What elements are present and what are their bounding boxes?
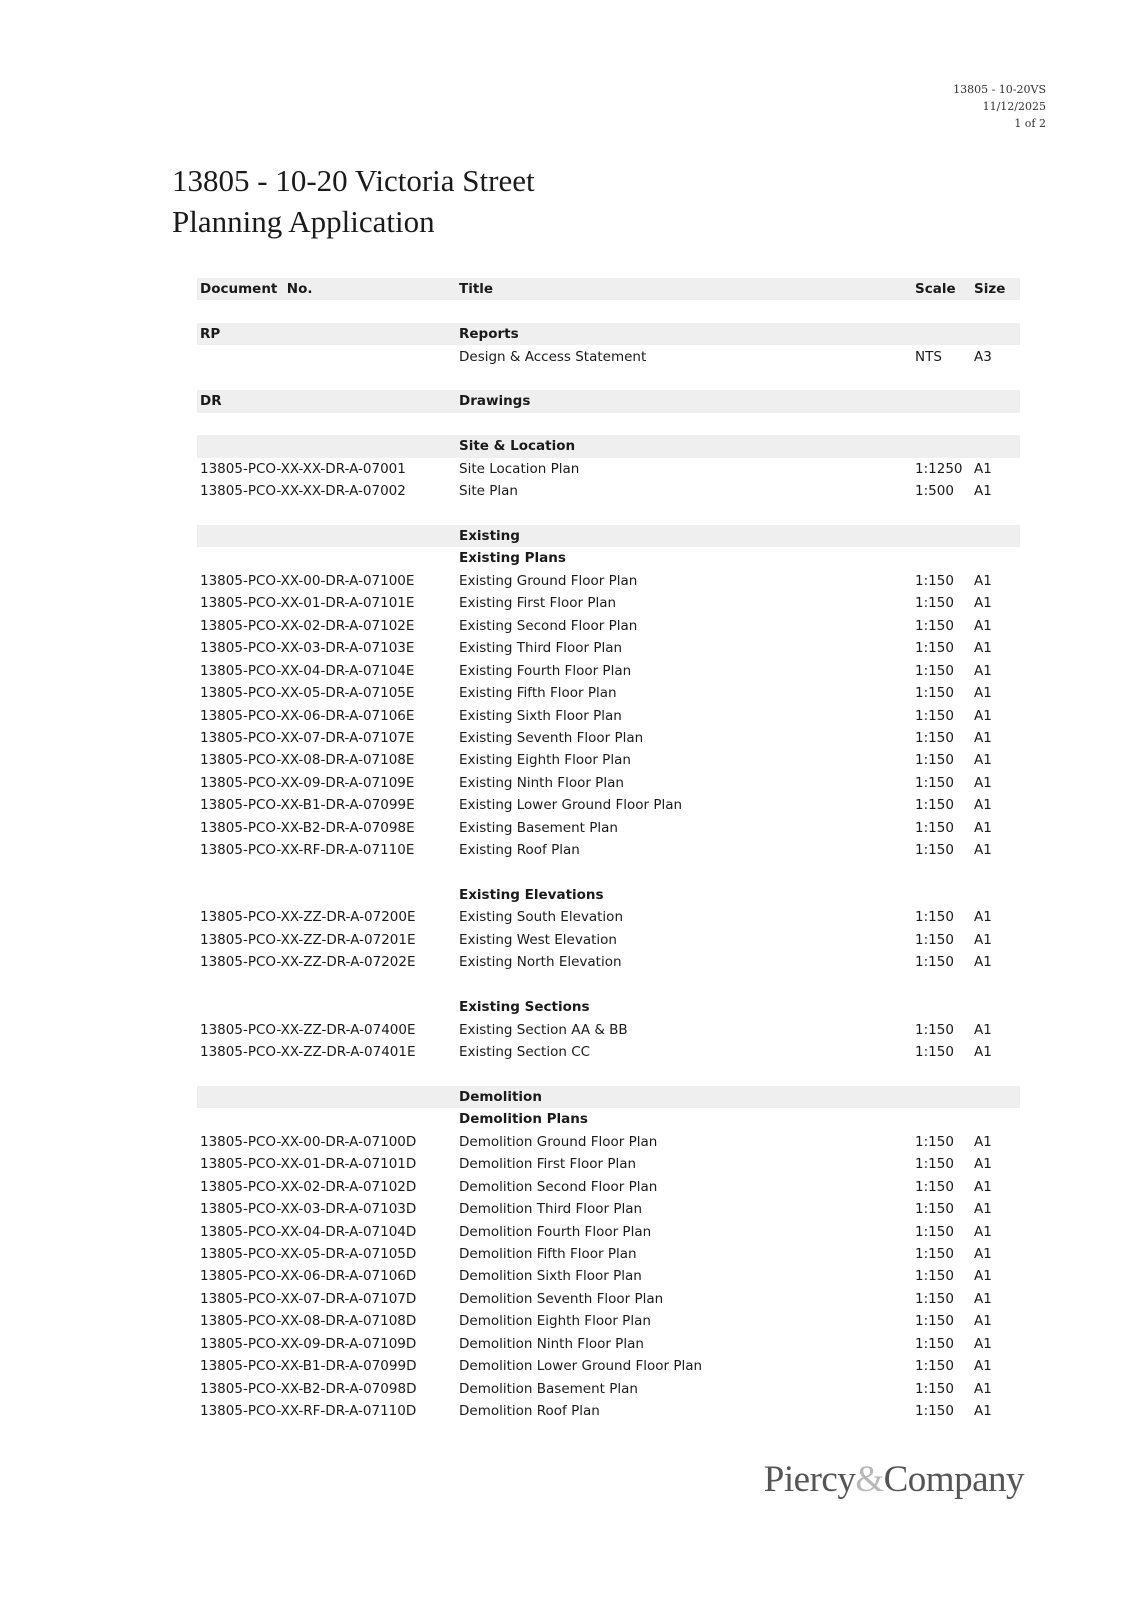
title-cell: Demolition Fourth Floor Plan (459, 1223, 652, 1240)
table-row (197, 1355, 1020, 1377)
title-cell: Demolition First Floor Plan (459, 1156, 637, 1173)
document-number-cell: 13805-PCO-XX-01-DR-A-07101D (200, 1156, 417, 1173)
document-number-cell: 13805-PCO-XX-04-DR-A-07104E (200, 662, 415, 679)
table-row (197, 1265, 1020, 1287)
document-number-cell: 13805-PCO-XX-ZZ-DR-A-07200E (200, 909, 416, 926)
scale-cell: NTS (915, 348, 942, 365)
scale-cell: 1:150 (915, 662, 954, 679)
title-cell: Demolition Roof Plan (459, 1403, 600, 1420)
scale-cell: 1:150 (915, 797, 954, 814)
title-cell: Existing Plans (459, 550, 566, 567)
scale-cell: 1:150 (915, 1223, 954, 1240)
scale-cell: 1:150 (915, 1268, 954, 1285)
document-number-cell: 13805-PCO-XX-05-DR-A-07105E (200, 685, 415, 702)
column-header-title: Title (459, 281, 494, 298)
document-number-cell: 13805-PCO-XX-RF-DR-A-07110D (200, 1403, 417, 1420)
size-cell: A1 (974, 617, 992, 634)
table-row (197, 1153, 1020, 1175)
title-cell: Existing Seventh Floor Plan (459, 729, 644, 746)
document-meta (953, 81, 1046, 132)
size-cell: A1 (974, 752, 992, 769)
size-cell: A1 (974, 1403, 992, 1420)
size-cell: A1 (974, 662, 992, 679)
title-cell: Demolition Sixth Floor Plan (459, 1268, 642, 1285)
size-cell: A1 (974, 1021, 992, 1038)
scale-cell: 1:150 (915, 640, 954, 657)
table-row (197, 727, 1020, 749)
size-cell: A1 (974, 460, 992, 477)
title-cell: Demolition Ground Floor Plan (459, 1133, 658, 1150)
document-number-cell: 13805-PCO-XX-ZZ-DR-A-07201E (200, 931, 416, 948)
document-number-cell: 13805-PCO-XX-02-DR-A-07102D (200, 1178, 417, 1195)
sub-heading-row (197, 996, 1020, 1018)
scale-cell: 1:150 (915, 1403, 954, 1420)
document-number-cell: 13805-PCO-XX-XX-DR-A-07002 (200, 483, 406, 500)
title-cell: Demolition Basement Plan (459, 1380, 638, 1397)
size-cell: A1 (974, 1358, 992, 1375)
table-row (197, 906, 1020, 928)
title-cell: Demolition Third Floor Plan (459, 1201, 643, 1218)
title-cell: Drawings (459, 393, 531, 410)
size-cell: A1 (974, 1044, 992, 1061)
size-cell: A1 (974, 595, 992, 612)
size-cell: A1 (974, 954, 992, 971)
document-number-cell: 13805-PCO-XX-00-DR-A-07100D (200, 1133, 417, 1150)
document-number-cell: 13805-PCO-XX-05-DR-A-07105D (200, 1246, 417, 1263)
scale-cell: 1:150 (915, 752, 954, 769)
size-cell: A1 (974, 685, 992, 702)
table-row (197, 817, 1020, 839)
scale-cell: 1:150 (915, 707, 954, 724)
table-row (197, 615, 1020, 637)
table-row (197, 682, 1020, 704)
column-header-scale: Scale (915, 281, 956, 298)
size-cell: A1 (974, 909, 992, 926)
scale-cell: 1:150 (915, 931, 954, 948)
title-cell: Site Location Plan (459, 460, 580, 477)
scale-cell: 1:150 (915, 729, 954, 746)
column-header-size: Size (974, 281, 1006, 298)
document-number-cell: 13805-PCO-XX-07-DR-A-07107D (200, 1290, 417, 1307)
table-row (197, 1333, 1020, 1355)
size-cell: A1 (974, 1133, 992, 1150)
document-number-cell: 13805-PCO-XX-06-DR-A-07106D (200, 1268, 417, 1285)
table-row (197, 951, 1020, 973)
document-number-cell: 13805-PCO-XX-B1-DR-A-07099E (200, 797, 415, 814)
document-number-cell: 13805-PCO-XX-B2-DR-A-07098D (200, 1380, 417, 1397)
project-ref: 13805 - 10-20VS (953, 83, 1046, 96)
size-cell: A1 (974, 572, 992, 589)
title-cell: Existing Basement Plan (459, 819, 618, 836)
project-title: 13805 - 10-20 Victoria Street (172, 163, 535, 198)
scale-cell: 1:150 (915, 1156, 954, 1173)
logo-text-piercy: Piercy (763, 1459, 856, 1500)
size-cell: A1 (974, 483, 992, 500)
title-cell: Existing Section AA & BB (459, 1021, 628, 1038)
scale-cell: 1:150 (915, 685, 954, 702)
group-heading-row (197, 1086, 1020, 1108)
document-number-cell: 13805-PCO-XX-B2-DR-A-07098E (200, 819, 415, 836)
sub-heading-row (197, 884, 1020, 906)
document-number-cell: 13805-PCO-XX-08-DR-A-07108E (200, 752, 415, 769)
column-header-document-no: Document No. (200, 281, 313, 298)
sub-heading-row (197, 1108, 1020, 1130)
title-cell: Existing West Elevation (459, 931, 617, 948)
scale-cell: 1:150 (915, 1246, 954, 1263)
scale-cell: 1:150 (915, 954, 954, 971)
table-row (197, 1400, 1020, 1422)
title-cell: Reports (459, 326, 519, 343)
table-row (197, 1198, 1020, 1220)
title-cell: Existing (459, 528, 520, 545)
table-row (197, 929, 1020, 951)
title-cell: Existing Roof Plan (459, 842, 580, 859)
document-number-cell: 13805-PCO-XX-ZZ-DR-A-07401E (200, 1044, 416, 1061)
table-row (197, 749, 1020, 771)
group-heading-row (197, 435, 1020, 457)
document-number-cell: 13805-PCO-XX-09-DR-A-07109D (200, 1335, 417, 1352)
size-cell: A1 (974, 1335, 992, 1352)
page-title (172, 160, 535, 242)
table-row (197, 1288, 1020, 1310)
title-cell: Demolition Eighth Floor Plan (459, 1313, 651, 1330)
page-number: 1 of 2 (1014, 117, 1046, 130)
size-cell: A1 (974, 1156, 992, 1173)
size-cell: A1 (974, 1178, 992, 1195)
scale-cell: 1:150 (915, 1358, 954, 1375)
column-header-row (197, 278, 1020, 300)
title-cell: Existing Fifth Floor Plan (459, 685, 617, 702)
scale-cell: 1:1250 (915, 460, 963, 477)
table-row (197, 480, 1020, 502)
document-number-cell: 13805-PCO-XX-03-DR-A-07103E (200, 640, 415, 657)
size-cell: A1 (974, 819, 992, 836)
document-number-cell: 13805-PCO-XX-08-DR-A-07108D (200, 1313, 417, 1330)
document-number-cell: 13805-PCO-XX-B1-DR-A-07099D (200, 1358, 417, 1375)
logo-text-company: Company (883, 1459, 1024, 1500)
table-row (197, 1243, 1020, 1265)
document-number-cell: 13805-PCO-XX-02-DR-A-07102E (200, 617, 415, 634)
scale-cell: 1:150 (915, 1133, 954, 1150)
scale-cell: 1:150 (915, 1044, 954, 1061)
scale-cell: 1:150 (915, 617, 954, 634)
title-cell: Existing Sections (459, 999, 590, 1016)
title-cell: Existing Elevations (459, 887, 604, 904)
title-cell: Existing Ninth Floor Plan (459, 774, 624, 791)
document-number-cell: 13805-PCO-XX-RF-DR-A-07110E (200, 842, 415, 859)
table-row (197, 458, 1020, 480)
title-cell: Demolition Seventh Floor Plan (459, 1290, 664, 1307)
document-number-cell: 13805-PCO-XX-03-DR-A-07103D (200, 1201, 417, 1218)
scale-cell: 1:150 (915, 1380, 954, 1397)
spacer-row (197, 1063, 1020, 1085)
scale-cell: 1:150 (915, 1290, 954, 1307)
title-cell: Existing First Floor Plan (459, 595, 617, 612)
title-cell: Design & Access Statement (459, 348, 647, 365)
size-cell: A1 (974, 842, 992, 859)
size-cell: A1 (974, 1268, 992, 1285)
section-heading-row (197, 323, 1020, 345)
sub-heading-row (197, 547, 1020, 569)
group-heading-row (197, 525, 1020, 547)
document-number-cell: 13805-PCO-XX-ZZ-DR-A-07202E (200, 954, 416, 971)
size-cell: A1 (974, 774, 992, 791)
drawing-register (197, 278, 1020, 1422)
section-heading-row (197, 390, 1020, 412)
size-cell: A1 (974, 1290, 992, 1307)
title-cell: Existing Third Floor Plan (459, 640, 623, 657)
table-row (197, 1041, 1020, 1063)
issue-date: 11/12/2025 (982, 100, 1046, 113)
scale-cell: 1:150 (915, 909, 954, 926)
document-number-cell: DR (200, 393, 222, 410)
scale-cell: 1:150 (915, 595, 954, 612)
company-logo (764, 1458, 1024, 1501)
spacer-row (197, 502, 1020, 524)
spacer-row (197, 300, 1020, 322)
title-cell: Existing Section CC (459, 1044, 591, 1061)
size-cell: A1 (974, 640, 992, 657)
document-number-cell: 13805-PCO-XX-00-DR-A-07100E (200, 572, 415, 589)
title-cell: Existing Ground Floor Plan (459, 572, 638, 589)
size-cell: A1 (974, 1201, 992, 1218)
table-row (197, 772, 1020, 794)
title-cell: Existing Lower Ground Floor Plan (459, 797, 683, 814)
logo-ampersand: & (855, 1459, 884, 1500)
scale-cell: 1:150 (915, 1335, 954, 1352)
title-cell: Existing Eighth Floor Plan (459, 752, 631, 769)
application-title: Planning Application (172, 204, 435, 239)
scale-cell: 1:150 (915, 842, 954, 859)
document-number-cell: 13805-PCO-XX-01-DR-A-07101E (200, 595, 415, 612)
title-cell: Demolition Plans (459, 1111, 588, 1128)
document-number-cell: 13805-PCO-XX-04-DR-A-07104D (200, 1223, 417, 1240)
table-row (197, 592, 1020, 614)
size-cell: A1 (974, 797, 992, 814)
document-number-cell: 13805-PCO-XX-09-DR-A-07109E (200, 774, 415, 791)
table-row (197, 1310, 1020, 1332)
size-cell: A3 (974, 348, 992, 365)
title-cell: Existing Fourth Floor Plan (459, 662, 632, 679)
scale-cell: 1:150 (915, 1021, 954, 1038)
title-cell: Demolition Second Floor Plan (459, 1178, 658, 1195)
document-number-cell: 13805-PCO-XX-07-DR-A-07107E (200, 729, 415, 746)
table-row (197, 1018, 1020, 1040)
scale-cell: 1:500 (915, 483, 954, 500)
table-row (197, 794, 1020, 816)
size-cell: A1 (974, 1246, 992, 1263)
document-number-cell: RP (200, 326, 221, 343)
size-cell: A1 (974, 1313, 992, 1330)
title-cell: Existing South Elevation (459, 909, 623, 926)
size-cell: A1 (974, 707, 992, 724)
scale-cell: 1:150 (915, 1201, 954, 1218)
spacer-row (197, 861, 1020, 883)
title-cell: Existing Sixth Floor Plan (459, 707, 622, 724)
scale-cell: 1:150 (915, 572, 954, 589)
table-row (197, 839, 1020, 861)
scale-cell: 1:150 (915, 1313, 954, 1330)
document-number-cell: 13805-PCO-XX-XX-DR-A-07001 (200, 460, 406, 477)
title-cell: Existing North Elevation (459, 954, 622, 971)
title-cell: Demolition Lower Ground Floor Plan (459, 1358, 703, 1375)
table-row (197, 1377, 1020, 1399)
table-row (197, 1220, 1020, 1242)
document-number-cell: 13805-PCO-XX-ZZ-DR-A-07400E (200, 1021, 416, 1038)
table-row (197, 659, 1020, 681)
document-number-cell: 13805-PCO-XX-06-DR-A-07106E (200, 707, 415, 724)
title-cell: Site Plan (459, 483, 518, 500)
scale-cell: 1:150 (915, 774, 954, 791)
size-cell: A1 (974, 1223, 992, 1240)
scale-cell: 1:150 (915, 1178, 954, 1195)
spacer-row (197, 413, 1020, 435)
title-cell: Existing Second Floor Plan (459, 617, 638, 634)
size-cell: A1 (974, 931, 992, 948)
table-row (197, 570, 1020, 592)
size-cell: A1 (974, 729, 992, 746)
table-row (197, 1131, 1020, 1153)
size-cell: A1 (974, 1380, 992, 1397)
title-cell: Demolition Ninth Floor Plan (459, 1335, 644, 1352)
scale-cell: 1:150 (915, 819, 954, 836)
spacer-row (197, 368, 1020, 390)
title-cell: Demolition (459, 1088, 542, 1105)
spacer-row (197, 974, 1020, 996)
table-row (197, 345, 1020, 367)
table-row (197, 1176, 1020, 1198)
table-row (197, 704, 1020, 726)
register-rows (197, 300, 1020, 1422)
title-cell: Demolition Fifth Floor Plan (459, 1246, 637, 1263)
table-row (197, 637, 1020, 659)
title-cell: Site & Location (459, 438, 576, 455)
